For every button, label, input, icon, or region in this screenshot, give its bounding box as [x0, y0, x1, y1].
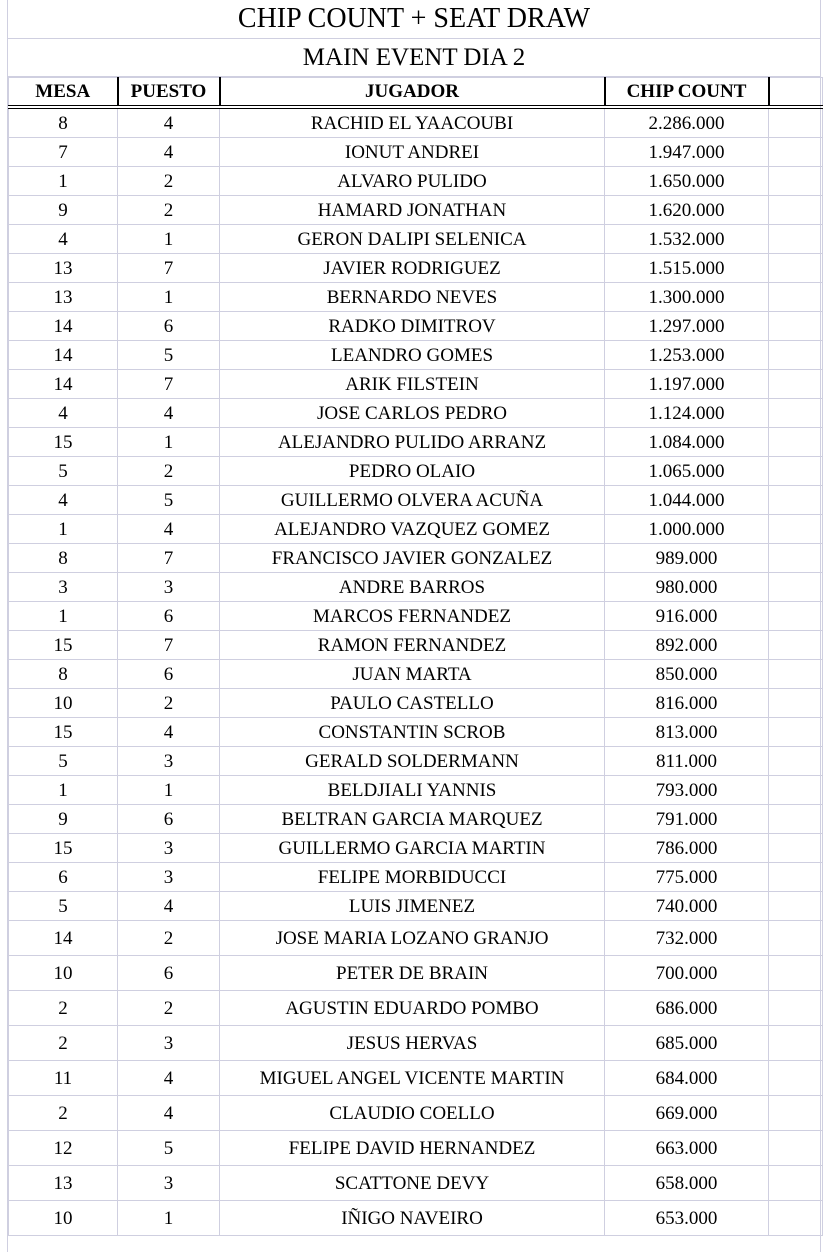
cell-jugador[interactable]: ARIK FILSTEIN: [220, 370, 605, 399]
table-row: [9, 776, 823, 805]
cell-mesa[interactable]: 14: [9, 921, 118, 956]
cell-extra[interactable]: [769, 254, 823, 283]
cell-chip-count[interactable]: 916.000: [605, 602, 769, 631]
cell-jugador[interactable]: MARCOS FERNANDEZ: [220, 602, 605, 631]
cell-mesa[interactable]: 10: [9, 689, 118, 718]
cell-puesto[interactable]: 4: [118, 138, 220, 167]
cell-puesto[interactable]: 6: [118, 805, 220, 834]
cell-jugador[interactable]: GUILLERMO GARCIA MARTIN: [220, 834, 605, 863]
cell-extra[interactable]: [769, 486, 823, 515]
cell-puesto[interactable]: 2: [118, 196, 220, 225]
cell-mesa[interactable]: 5: [9, 892, 118, 921]
cell-extra[interactable]: [769, 196, 823, 225]
cell-jugador[interactable]: PETER DE BRAIN: [220, 956, 605, 991]
cell-chip-count[interactable]: 653.000: [605, 1201, 769, 1236]
column-header-extra[interactable]: [769, 78, 823, 108]
table-row: [9, 486, 823, 515]
cell-extra[interactable]: [769, 805, 823, 834]
cell-puesto[interactable]: 5: [118, 1131, 220, 1166]
cell-puesto[interactable]: 4: [118, 718, 220, 747]
cell-puesto[interactable]: 5: [118, 486, 220, 515]
table-row: [9, 1166, 823, 1201]
cell-mesa[interactable]: 6: [9, 863, 118, 892]
cell-chip-count[interactable]: 1.000.000: [605, 515, 769, 544]
cell-chip-count[interactable]: 813.000: [605, 718, 769, 747]
cell-extra[interactable]: [769, 956, 823, 991]
header-row: [9, 78, 823, 108]
cell-extra[interactable]: [769, 892, 823, 921]
cell-chip-count[interactable]: 669.000: [605, 1096, 769, 1131]
cell-puesto[interactable]: 4: [118, 107, 220, 138]
cell-chip-count[interactable]: 775.000: [605, 863, 769, 892]
cell-puesto[interactable]: 4: [118, 1096, 220, 1131]
cell-chip-count[interactable]: 684.000: [605, 1061, 769, 1096]
table-row: [9, 107, 823, 138]
table-row: [9, 196, 823, 225]
cell-puesto[interactable]: 6: [118, 660, 220, 689]
table-row: [9, 283, 823, 312]
cell-chip-count[interactable]: 850.000: [605, 660, 769, 689]
cell-jugador[interactable]: FELIPE MORBIDUCCI: [220, 863, 605, 892]
cell-mesa[interactable]: 14: [9, 370, 118, 399]
cell-puesto[interactable]: 6: [118, 602, 220, 631]
cell-mesa[interactable]: 13: [9, 283, 118, 312]
cell-mesa[interactable]: 2: [9, 1096, 118, 1131]
cell-extra[interactable]: [769, 834, 823, 863]
cell-puesto[interactable]: 2: [118, 457, 220, 486]
cell-mesa[interactable]: 11: [9, 1061, 118, 1096]
cell-mesa[interactable]: 15: [9, 631, 118, 660]
cell-mesa[interactable]: 5: [9, 747, 118, 776]
cell-puesto[interactable]: 3: [118, 747, 220, 776]
table-row: [9, 254, 823, 283]
cell-chip-count[interactable]: 791.000: [605, 805, 769, 834]
cell-jugador[interactable]: CONSTANTIN SCROB: [220, 718, 605, 747]
cell-mesa[interactable]: 12: [9, 1131, 118, 1166]
table-row: [9, 428, 823, 457]
column-header-jugador[interactable]: JUGADOR: [220, 78, 605, 108]
table-row: [9, 689, 823, 718]
cell-extra[interactable]: [769, 1026, 823, 1061]
cell-extra[interactable]: [769, 138, 823, 167]
cell-mesa[interactable]: 8: [9, 544, 118, 573]
table-row: [9, 225, 823, 254]
table-row: [9, 1026, 823, 1061]
cell-extra[interactable]: [769, 631, 823, 660]
cell-extra[interactable]: [769, 341, 823, 370]
cell-jugador[interactable]: ALEJANDRO PULIDO ARRANZ: [220, 428, 605, 457]
cell-puesto[interactable]: 3: [118, 1026, 220, 1061]
cell-puesto[interactable]: 1: [118, 225, 220, 254]
cell-extra[interactable]: [769, 312, 823, 341]
cell-mesa[interactable]: 15: [9, 718, 118, 747]
cell-mesa[interactable]: 1: [9, 602, 118, 631]
cell-chip-count[interactable]: 989.000: [605, 544, 769, 573]
cell-jugador[interactable]: JUAN MARTA: [220, 660, 605, 689]
table-row: [9, 341, 823, 370]
cell-chip-count[interactable]: 1.297.000: [605, 312, 769, 341]
cell-mesa[interactable]: 14: [9, 312, 118, 341]
cell-puesto[interactable]: 6: [118, 312, 220, 341]
table-row: [9, 167, 823, 196]
table-row: [9, 892, 823, 921]
cell-jugador[interactable]: ANDRE BARROS: [220, 573, 605, 602]
cell-jugador[interactable]: ALEJANDRO VAZQUEZ GOMEZ: [220, 515, 605, 544]
cell-chip-count[interactable]: 1.253.000: [605, 341, 769, 370]
cell-jugador[interactable]: FRANCISCO JAVIER GONZALEZ: [220, 544, 605, 573]
table-row: [9, 718, 823, 747]
cell-mesa[interactable]: 14: [9, 341, 118, 370]
cell-mesa[interactable]: 4: [9, 486, 118, 515]
table-row: [9, 921, 823, 956]
cell-jugador[interactable]: GUILLERMO OLVERA ACUÑA: [220, 486, 605, 515]
cell-extra[interactable]: [769, 1131, 823, 1166]
cell-chip-count[interactable]: 816.000: [605, 689, 769, 718]
cell-mesa[interactable]: 2: [9, 991, 118, 1026]
table-row: [9, 515, 823, 544]
cell-mesa[interactable]: 1: [9, 776, 118, 805]
cell-chip-count[interactable]: 658.000: [605, 1166, 769, 1201]
cell-jugador[interactable]: PEDRO OLAIO: [220, 457, 605, 486]
column-header-puesto[interactable]: PUESTO: [118, 78, 220, 108]
cell-extra[interactable]: [769, 689, 823, 718]
cell-jugador[interactable]: JESUS HERVAS: [220, 1026, 605, 1061]
cell-mesa[interactable]: 8: [9, 660, 118, 689]
cell-chip-count[interactable]: 732.000: [605, 921, 769, 956]
cell-chip-count[interactable]: 1.084.000: [605, 428, 769, 457]
cell-chip-count[interactable]: 1.947.000: [605, 138, 769, 167]
cell-puesto[interactable]: 7: [118, 370, 220, 399]
cell-puesto[interactable]: 7: [118, 254, 220, 283]
table-row: [9, 544, 823, 573]
table-row: [9, 312, 823, 341]
cell-extra[interactable]: [769, 1166, 823, 1201]
table-row: [9, 991, 823, 1026]
cell-jugador[interactable]: JAVIER RODRIGUEZ: [220, 254, 605, 283]
table-body: [9, 107, 823, 1236]
cell-jugador[interactable]: SCATTONE DEVY: [220, 1166, 605, 1201]
cell-chip-count[interactable]: 686.000: [605, 991, 769, 1026]
cell-puesto[interactable]: 7: [118, 544, 220, 573]
cell-chip-count[interactable]: 663.000: [605, 1131, 769, 1166]
cell-chip-count[interactable]: 811.000: [605, 747, 769, 776]
cell-puesto[interactable]: 2: [118, 689, 220, 718]
cell-mesa[interactable]: 2: [9, 1026, 118, 1061]
cell-jugador[interactable]: FELIPE DAVID HERNANDEZ: [220, 1131, 605, 1166]
table-row: [9, 956, 823, 991]
cell-jugador[interactable]: JOSE MARIA LOZANO GRANJO: [220, 921, 605, 956]
cell-puesto[interactable]: 1: [118, 1201, 220, 1236]
cell-chip-count[interactable]: 786.000: [605, 834, 769, 863]
cell-chip-count[interactable]: 1.515.000: [605, 254, 769, 283]
cell-chip-count[interactable]: 1.300.000: [605, 283, 769, 312]
cell-extra[interactable]: [769, 515, 823, 544]
cell-mesa[interactable]: 9: [9, 805, 118, 834]
cell-mesa[interactable]: 3: [9, 573, 118, 602]
cell-mesa[interactable]: 10: [9, 956, 118, 991]
cell-chip-count[interactable]: 685.000: [605, 1026, 769, 1061]
cell-puesto[interactable]: 3: [118, 1166, 220, 1201]
table-row: [9, 747, 823, 776]
cell-chip-count[interactable]: 2.286.000: [605, 107, 769, 138]
cell-mesa[interactable]: 15: [9, 428, 118, 457]
cell-jugador[interactable]: LEANDRO GOMES: [220, 341, 605, 370]
cell-jugador[interactable]: LUIS JIMENEZ: [220, 892, 605, 921]
table-row: [9, 1096, 823, 1131]
column-header-chip-count[interactable]: CHIP COUNT: [605, 78, 769, 108]
cell-chip-count[interactable]: 980.000: [605, 573, 769, 602]
chip-count-table: [8, 77, 823, 1236]
cell-extra[interactable]: [769, 718, 823, 747]
cell-puesto[interactable]: 1: [118, 776, 220, 805]
cell-extra[interactable]: [769, 573, 823, 602]
cell-chip-count[interactable]: 1.197.000: [605, 370, 769, 399]
table-row: [9, 631, 823, 660]
cell-mesa[interactable]: 13: [9, 254, 118, 283]
cell-extra[interactable]: [769, 776, 823, 805]
table-row: [9, 573, 823, 602]
cell-chip-count[interactable]: 1.532.000: [605, 225, 769, 254]
cell-jugador[interactable]: JOSE CARLOS PEDRO: [220, 399, 605, 428]
cell-extra[interactable]: [769, 660, 823, 689]
cell-extra[interactable]: [769, 225, 823, 254]
table-row: [9, 1131, 823, 1166]
cell-jugador[interactable]: RAMON FERNANDEZ: [220, 631, 605, 660]
cell-chip-count[interactable]: 700.000: [605, 956, 769, 991]
cell-chip-count[interactable]: 793.000: [605, 776, 769, 805]
cell-jugador[interactable]: BELDJIALI YANNIS: [220, 776, 605, 805]
table-row: [9, 1061, 823, 1096]
cell-extra[interactable]: [769, 544, 823, 573]
table-row: [9, 457, 823, 486]
cell-jugador[interactable]: RACHID EL YAACOUBI: [220, 107, 605, 138]
cell-jugador[interactable]: IÑIGO NAVEIRO: [220, 1201, 605, 1236]
cell-mesa[interactable]: 13: [9, 1166, 118, 1201]
cell-puesto[interactable]: 6: [118, 956, 220, 991]
cell-puesto[interactable]: 4: [118, 515, 220, 544]
cell-puesto[interactable]: 1: [118, 428, 220, 457]
cell-jugador[interactable]: RADKO DIMITROV: [220, 312, 605, 341]
cell-puesto[interactable]: 1: [118, 283, 220, 312]
cell-jugador[interactable]: BELTRAN GARCIA MARQUEZ: [220, 805, 605, 834]
cell-mesa[interactable]: 15: [9, 834, 118, 863]
cell-puesto[interactable]: 7: [118, 631, 220, 660]
cell-jugador[interactable]: MIGUEL ANGEL VICENTE MARTIN: [220, 1061, 605, 1096]
cell-chip-count[interactable]: 1.620.000: [605, 196, 769, 225]
cell-puesto[interactable]: 3: [118, 834, 220, 863]
cell-extra[interactable]: [769, 370, 823, 399]
cell-puesto[interactable]: 3: [118, 573, 220, 602]
table-row: [9, 602, 823, 631]
cell-chip-count[interactable]: 892.000: [605, 631, 769, 660]
cell-mesa[interactable]: 7: [9, 138, 118, 167]
cell-mesa[interactable]: 4: [9, 399, 118, 428]
cell-mesa[interactable]: 10: [9, 1201, 118, 1236]
page-title: CHIP COUNT + SEAT DRAW: [8, 0, 820, 39]
cell-puesto[interactable]: 2: [118, 167, 220, 196]
cell-puesto[interactable]: 2: [118, 921, 220, 956]
cell-puesto[interactable]: 4: [118, 399, 220, 428]
cell-mesa[interactable]: 4: [9, 225, 118, 254]
cell-extra[interactable]: [769, 428, 823, 457]
cell-puesto[interactable]: 4: [118, 1061, 220, 1096]
cell-puesto[interactable]: 5: [118, 341, 220, 370]
cell-jugador[interactable]: GERALD SOLDERMANN: [220, 747, 605, 776]
table-row: [9, 863, 823, 892]
cell-chip-count[interactable]: 1.124.000: [605, 399, 769, 428]
table-row: [9, 1201, 823, 1236]
cell-jugador[interactable]: IONUT ANDREI: [220, 138, 605, 167]
cell-extra[interactable]: [769, 283, 823, 312]
cell-extra[interactable]: [769, 1096, 823, 1131]
cell-extra[interactable]: [769, 167, 823, 196]
cell-extra[interactable]: [769, 747, 823, 776]
cell-puesto[interactable]: 3: [118, 863, 220, 892]
cell-chip-count[interactable]: 1.650.000: [605, 167, 769, 196]
cell-mesa[interactable]: 1: [9, 515, 118, 544]
table-row: [9, 660, 823, 689]
cell-extra[interactable]: [769, 1061, 823, 1096]
cell-mesa[interactable]: 8: [9, 107, 118, 138]
cell-jugador[interactable]: PAULO CASTELLO: [220, 689, 605, 718]
cell-extra[interactable]: [769, 602, 823, 631]
page-subtitle: MAIN EVENT DIA 2: [8, 38, 820, 77]
cell-jugador[interactable]: AGUSTIN EDUARDO POMBO: [220, 991, 605, 1026]
cell-chip-count[interactable]: 1.065.000: [605, 457, 769, 486]
cell-jugador[interactable]: CLAUDIO COELLO: [220, 1096, 605, 1131]
cell-puesto[interactable]: 2: [118, 991, 220, 1026]
cell-extra[interactable]: [769, 107, 823, 138]
cell-extra[interactable]: [769, 991, 823, 1026]
cell-extra[interactable]: [769, 1201, 823, 1236]
column-header-mesa[interactable]: MESA: [9, 78, 118, 108]
cell-jugador[interactable]: ALVARO PULIDO: [220, 167, 605, 196]
cell-jugador[interactable]: HAMARD JONATHAN: [220, 196, 605, 225]
cell-puesto[interactable]: 4: [118, 892, 220, 921]
cell-chip-count[interactable]: 740.000: [605, 892, 769, 921]
cell-mesa[interactable]: 9: [9, 196, 118, 225]
table-row: [9, 834, 823, 863]
cell-extra[interactable]: [769, 457, 823, 486]
table-row: [9, 138, 823, 167]
cell-jugador[interactable]: BERNARDO NEVES: [220, 283, 605, 312]
cell-jugador[interactable]: GERON DALIPI SELENICA: [220, 225, 605, 254]
table-row: [9, 370, 823, 399]
cell-extra[interactable]: [769, 399, 823, 428]
cell-mesa[interactable]: 5: [9, 457, 118, 486]
cell-extra[interactable]: [769, 863, 823, 892]
table-row: [9, 399, 823, 428]
cell-chip-count[interactable]: 1.044.000: [605, 486, 769, 515]
table-row: [9, 805, 823, 834]
cell-mesa[interactable]: 1: [9, 167, 118, 196]
cell-extra[interactable]: [769, 921, 823, 956]
